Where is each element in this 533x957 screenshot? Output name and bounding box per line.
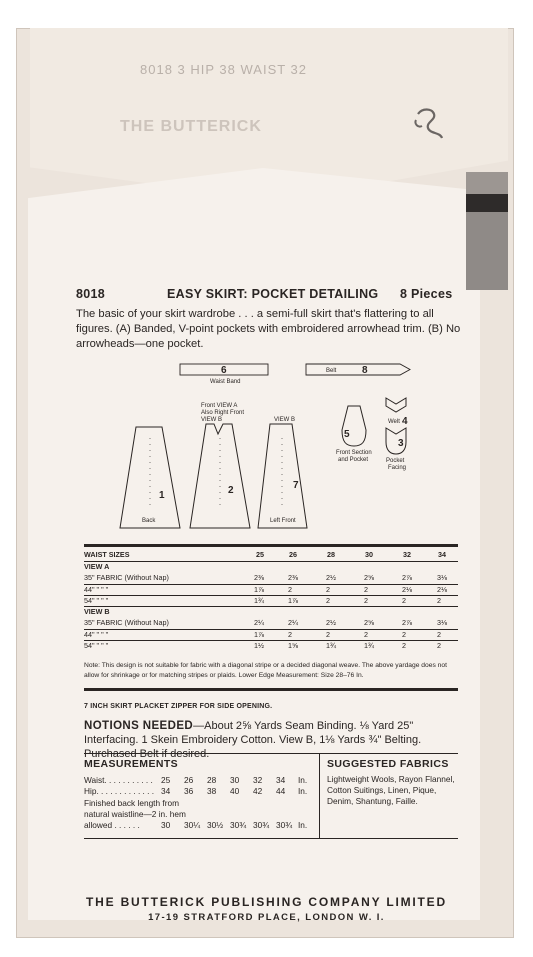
- yardage-row: 44" " " " 1⅞ 2 2 2 2⅛ 2⅛: [84, 584, 458, 595]
- notions-heading: NOTIONS NEEDED: [84, 720, 194, 732]
- belt-label: Belt: [326, 368, 337, 374]
- pattern-pieces-diagram: [110, 360, 440, 535]
- flap-faded-brand: THE BUTTERICK: [120, 118, 262, 135]
- pattern-number: 8018: [76, 287, 106, 301]
- measurements-box: MEASUREMENTS Waist. . . . . . . . . . . 25 26 28 30 32 34 In. Hip. . . . . . . . . . . . . 34 36 38 40 42 44 In. Finished back length from natural waistline—2 in. hem allowed . . . . . . 30 30¼ 30½ 30¾ 30¾ 30¾ In. SUGGESTED FABRICS Lightweight Wools, Rayon Flannel, Cotton Suitings, Linen, Pique, Denim, Shantung, Faille.: [84, 754, 460, 838]
- pocket-facing-number: 3: [398, 438, 404, 449]
- yardage-row: 54" " " " 1½ 1⅝ 1¾ 1¾ 2 2: [84, 640, 458, 651]
- front-piece: [190, 403, 250, 528]
- pocket-piece: [336, 406, 372, 463]
- left-front-label: Left Front: [270, 518, 296, 524]
- pattern-title: EASY SKIRT: POCKET DETAILING: [167, 287, 379, 301]
- belt-number: 8: [362, 365, 368, 376]
- front-label-2: Also Right Front: [201, 410, 245, 416]
- left-front-piece: [258, 417, 307, 528]
- zipper-note: 7 INCH SKIRT PLACKET ZIPPER FOR SIDE OPENING.: [84, 703, 273, 710]
- yardage-table: [84, 550, 458, 652]
- publisher-name: THE BUTTERICK PUBLISHING COMPANY LIMITED: [86, 895, 447, 909]
- piece-count: 8 Pieces: [400, 287, 453, 301]
- back-piece: [120, 427, 180, 528]
- pocket-facing-label-2: Facing: [388, 465, 407, 471]
- welt-piece: [386, 398, 408, 427]
- yardage-row: 35" FABRIC (Without Nap) 2¼ 2¼ 2½ 2⅝ 2⅞ 3⅛: [84, 617, 447, 627]
- pattern-description: The basic of your skirt wardrobe . . . a semi-full skirt that's flattering to all figures. (A) Banded, V-point pockets with embroidered arrowhead trim. (B) No arrowheads—one pocket.: [76, 308, 461, 350]
- waist-band-number: 6: [221, 365, 227, 376]
- suggested-fabrics-title: SUGGESTED FABRICS: [327, 758, 449, 770]
- back-label: Back: [142, 518, 156, 524]
- welt-label: Welt: [388, 419, 400, 425]
- pocket-number: 5: [344, 429, 350, 440]
- yardage-row: 44" " " " 1⅞ 2 2 2 2 2: [84, 629, 458, 640]
- left-front-number: 7: [293, 480, 299, 491]
- divider-rule: [84, 838, 458, 839]
- yardage-row: 35" FABRIC (Without Nap) 2⅜ 2⅜ 2½ 2⅝ 2⅞ 3⅛: [84, 572, 447, 582]
- pocket-label-1: Front Section: [336, 450, 372, 456]
- view-b-label-row: VIEW B: [84, 606, 458, 617]
- back-number: 1: [159, 490, 165, 501]
- waist-band-label: Waist Band: [210, 379, 241, 385]
- notions-text: —About 2⅝ Yards Seam Binding. ⅛ Yard 25" Interfacing. 1 Skein Embroidery Cotton. View B, 1⅛ Yards ¾" Belting.: [84, 720, 422, 746]
- belt-piece: [306, 364, 410, 376]
- box-divider: [319, 754, 320, 838]
- yardage-header-row: WAIST SIZES 25 26 28 30 32 34: [84, 550, 446, 559]
- waist-band-piece: [180, 364, 268, 385]
- measurements-title: MEASUREMENTS: [84, 758, 179, 770]
- pocket-facing-piece: [386, 428, 406, 471]
- suggested-fabrics-text: Lightweight Wools, Rayon Flannel, Cotton Suitings, Linen, Pique, Denim, Shantung, Faille.: [327, 774, 455, 806]
- publisher-address: 17-19 STRATFORD PLACE, LONDON W. I.: [148, 912, 385, 923]
- front-label-1: Front VIEW A: [201, 403, 238, 409]
- back-length-line-2: natural waistline—2 in. hem: [84, 809, 186, 819]
- waist-sizes-label: WAIST SIZES: [84, 550, 130, 559]
- left-front-view: VIEW B: [274, 417, 296, 423]
- view-a-label-row: VIEW A: [84, 561, 458, 572]
- back-length-line-1: Finished back length from: [84, 798, 180, 808]
- pocket-label-2: and Pocket: [338, 457, 369, 463]
- yardage-row: 54" " " " 1¾ 1⅞ 2 2 2 2: [84, 595, 458, 606]
- divider-rule: [84, 544, 458, 547]
- pocket-facing-label-1: Pocket: [386, 458, 405, 464]
- front-number: 2: [228, 485, 234, 496]
- divider-rule: [84, 688, 458, 691]
- welt-number: 4: [402, 416, 408, 427]
- yardage-note: Note: This design is not suitable for fabric with a diagonal stripe or a decided diagonal weave. The above yardage does not allow for shrinkage or for matching stripes or plaids. Lower Edge Measurement: Size 28–76 In.: [84, 662, 447, 679]
- front-label-3: VIEW B: [201, 417, 223, 423]
- flap-faded-text: 8018 3 HIP 38 WAIST 32: [140, 62, 308, 77]
